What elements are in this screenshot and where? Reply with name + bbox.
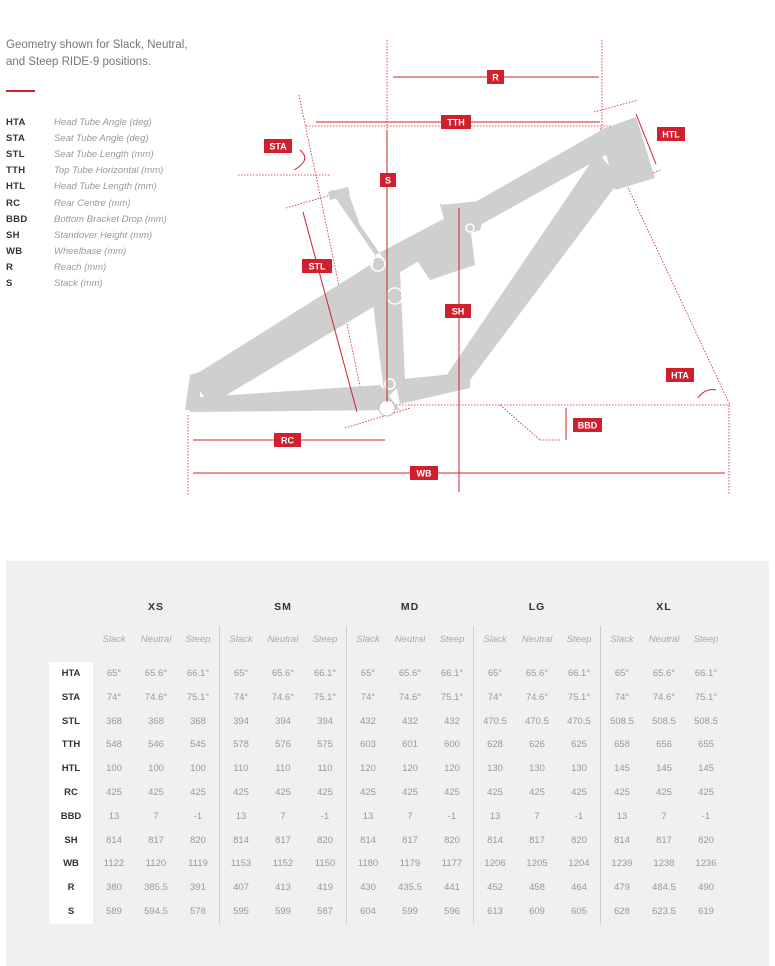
table-cell: 7 [153, 810, 159, 822]
legend-description: Head Tube Length (mm) [54, 181, 157, 193]
table-cell: 130 [487, 763, 503, 775]
legend-abbr: HTL [6, 181, 26, 193]
table-cell: 74.6° [525, 691, 549, 703]
position-header: Neutral [648, 634, 680, 645]
size-header: LG [528, 601, 546, 613]
bottom-bracket [379, 400, 395, 416]
table-cell: 613 [487, 906, 503, 917]
table-cell: 75.1° [440, 691, 464, 703]
table-cell: 605 [571, 906, 587, 917]
table-cell: 110 [233, 763, 249, 775]
position-header: Neutral [140, 634, 172, 645]
legend-abbr: RC [6, 197, 21, 209]
table-cell: -1 [701, 810, 711, 822]
table-cell: 484.5 [652, 882, 676, 894]
table-cell: 130 [529, 763, 545, 775]
table-cell: 425 [656, 787, 672, 798]
table-cell: 435.5 [398, 882, 422, 894]
label-bbd: BBD [577, 420, 598, 431]
table-cell: 599 [402, 906, 418, 917]
table-cell: 603 [360, 739, 376, 751]
label-hta: HTA [671, 370, 689, 381]
size-header: SM [274, 601, 292, 613]
row-label: STA [61, 691, 81, 703]
table-cell: 817 [275, 834, 291, 846]
table-cell: 425 [360, 787, 376, 798]
row-label: BBD [60, 810, 82, 822]
table-cell: 594.5 [144, 906, 168, 917]
position-header: Steep [312, 634, 338, 645]
table-cell: 625 [571, 739, 587, 751]
table-cell: 658 [614, 739, 630, 751]
table-cell: 814 [487, 834, 503, 846]
table-cell: -1 [574, 810, 584, 822]
legend-abbr: HTA [6, 116, 26, 128]
table-cell: 1238 [653, 858, 675, 870]
table-cell: 110 [275, 763, 291, 775]
label-rc: RC [281, 435, 294, 446]
table-cell: 820 [571, 834, 587, 846]
table-cell: -1 [447, 810, 457, 822]
table-cell: 508.5 [652, 715, 676, 727]
table-cell: 470.5 [483, 715, 507, 727]
table-cell: 65° [106, 668, 122, 679]
table-cell: 1206 [484, 858, 506, 870]
table-cell: 368 [148, 715, 164, 727]
table-cell: 1152 [272, 858, 294, 870]
table-cell: 814 [614, 834, 630, 846]
table-cell: 628 [487, 739, 503, 751]
table-cell: 100 [190, 763, 206, 775]
table-cell: 74° [487, 691, 503, 703]
table-cell: 110 [317, 763, 333, 775]
table-cell: 425 [614, 787, 630, 798]
table-cell: 66.1° [694, 668, 718, 679]
row-label: HTA [61, 668, 81, 679]
table-cell: 419 [317, 882, 333, 894]
table-cell: 599 [275, 906, 291, 917]
table-cell: 66.1° [440, 668, 464, 679]
table-cell: 7 [407, 810, 413, 822]
table-cell: 458 [529, 882, 545, 894]
legend-description: Reach (mm) [54, 262, 107, 274]
table-cell: 820 [698, 834, 714, 846]
table-cell: 619 [698, 906, 714, 917]
table-cell: 65.6° [525, 668, 549, 679]
table-cell: 575 [317, 739, 333, 751]
table-cell: 394 [317, 715, 333, 727]
table-cell: 425 [148, 787, 164, 798]
table-cell: 1180 [357, 858, 379, 870]
row-label: STL [62, 715, 80, 727]
table-cell: 413 [275, 882, 291, 894]
table-cell: 432 [402, 715, 418, 727]
legend-abbr: STA [6, 132, 26, 144]
table-cell: 391 [190, 882, 206, 894]
table-cell: 425 [402, 787, 418, 798]
table-cell: 75.1° [313, 691, 337, 703]
table-cell: 1236 [695, 858, 717, 870]
table-cell: 145 [656, 763, 672, 775]
table-cell: 820 [190, 834, 206, 846]
table-cell: 441 [444, 882, 460, 894]
table-cell: 1120 [145, 858, 167, 870]
table-cell: 545 [190, 739, 206, 751]
table-cell: 1122 [103, 858, 125, 870]
table-cell: 145 [614, 763, 630, 775]
table-cell: 7 [661, 810, 667, 822]
legend-abbr: TTH [6, 165, 26, 177]
table-cell: 425 [444, 787, 460, 798]
table-cell: 1177 [441, 858, 463, 870]
label-tth: TTH [447, 117, 465, 128]
table-cell: 65.6° [398, 668, 422, 679]
legend-abbr: R [6, 262, 14, 274]
position-header: Slack [102, 634, 126, 645]
table-cell: 452 [487, 882, 503, 894]
position-header: Steep [693, 634, 719, 645]
table-cell: 74.6° [398, 691, 422, 703]
table-cell: 1239 [611, 858, 633, 870]
table-cell: 464 [571, 882, 587, 894]
table-cell: 425 [571, 787, 587, 798]
position-header: Slack [229, 634, 253, 645]
legend-abbr: WB [6, 246, 23, 258]
table-cell: 425 [275, 787, 291, 798]
table-cell: 425 [529, 787, 545, 798]
label-sta: STA [269, 141, 287, 152]
row-label: WB [63, 858, 79, 870]
legend-abbr: BBD [6, 213, 28, 225]
table-cell: 13 [108, 810, 120, 822]
position-header: Neutral [521, 634, 553, 645]
table-cell: 425 [190, 787, 206, 798]
table-cell: 600 [444, 739, 460, 751]
row-label: SH [64, 834, 78, 846]
table-cell: 74° [614, 691, 630, 703]
table-cell: 120 [444, 763, 460, 775]
label-r: R [492, 72, 499, 83]
position-header: Neutral [394, 634, 426, 645]
table-cell: 385.5 [144, 882, 168, 894]
table-cell: 814 [360, 834, 376, 846]
table-cell: 65° [614, 668, 630, 679]
table-cell: 368 [190, 715, 206, 727]
table-cell: 13 [235, 810, 247, 822]
table-cell: 120 [360, 763, 376, 775]
legend-description: Head Tube Angle (deg) [54, 116, 152, 128]
table-cell: 425 [487, 787, 503, 798]
table-cell: 13 [362, 810, 374, 822]
legend-abbr: SH [6, 229, 20, 241]
table-cell: 7 [534, 810, 540, 822]
table-cell: 576 [275, 739, 291, 751]
table-cell: 1153 [230, 858, 252, 870]
table-cell: 74.6° [652, 691, 676, 703]
table-cell: 13 [616, 810, 628, 822]
label-wb: WB [416, 468, 432, 479]
table-cell: 587 [317, 906, 333, 917]
position-header: Slack [356, 634, 380, 645]
table-cell: 1205 [526, 858, 548, 870]
legend-description: Bottom Bracket Drop (mm) [54, 213, 167, 225]
legend-description: Top Tube Horizontal (mm) [54, 165, 164, 177]
table-cell: 479 [614, 882, 630, 894]
table-cell: 1179 [399, 858, 421, 870]
table-cell: 425 [317, 787, 333, 798]
table-cell: 65.6° [144, 668, 168, 679]
table-cell: 65° [360, 668, 376, 679]
table-cell: 74.6° [144, 691, 168, 703]
table-cell: 470.5 [525, 715, 549, 727]
table-cell: 490 [698, 882, 714, 894]
table-cell: 546 [148, 739, 164, 751]
row-label: S [67, 906, 75, 917]
table-cell: 425 [698, 787, 714, 798]
table-cell: 817 [656, 834, 672, 846]
table-cell: 394 [233, 715, 249, 727]
table-cell: 655 [698, 739, 714, 751]
table-cell: 817 [402, 834, 418, 846]
size-header: MD [400, 601, 420, 613]
size-header: XS [147, 601, 164, 613]
legend-abbr: STL [6, 148, 25, 160]
table-cell: 601 [402, 739, 418, 751]
table-cell: 13 [489, 810, 501, 822]
table-cell: 508.5 [694, 715, 718, 727]
table-cell: 814 [233, 834, 249, 846]
table-cell: 145 [698, 763, 714, 775]
table-cell: 74.6° [271, 691, 295, 703]
bike-frame-silhouette [185, 117, 655, 412]
table-cell: 578 [233, 739, 249, 751]
table-cell: 7 [280, 810, 286, 822]
table-cell: 380 [106, 882, 122, 894]
row-label: HTL [61, 763, 81, 775]
table-cell: 470.5 [567, 715, 591, 727]
table-cell: 74° [106, 691, 122, 703]
table-cell: 100 [148, 763, 164, 775]
table-cell: 100 [106, 763, 122, 775]
row-label: R [67, 882, 75, 894]
table-cell: 66.1° [186, 668, 210, 679]
geometry-table [6, 561, 769, 966]
position-header: Slack [483, 634, 507, 645]
table-cell: 548 [106, 739, 122, 751]
table-cell: 589 [106, 906, 122, 917]
table-cell: 609 [529, 906, 545, 917]
position-header: Steep [566, 634, 592, 645]
row-label: RC [64, 787, 78, 798]
position-header: Steep [439, 634, 465, 645]
table-cell: 75.1° [694, 691, 718, 703]
table-cell: 814 [106, 834, 122, 846]
legend-description: Wheelbase (mm) [54, 246, 127, 258]
table-cell: 432 [444, 715, 460, 727]
table-cell: 368 [106, 715, 122, 727]
table-cell: 75.1° [186, 691, 210, 703]
table-cell: 1204 [568, 858, 590, 870]
legend-abbr: S [6, 278, 13, 290]
table-cell: 595 [233, 906, 249, 917]
legend-description: Seat Tube Length (mm) [54, 148, 154, 160]
table-cell: 1150 [314, 858, 336, 870]
table-cell: 820 [444, 834, 460, 846]
table-cell: 65.6° [652, 668, 676, 679]
table-cell: 65.6° [271, 668, 295, 679]
table-cell: 65° [233, 668, 249, 679]
row-label-column [49, 662, 93, 924]
table-cell: 74° [360, 691, 376, 703]
label-stl: STL [308, 261, 326, 272]
table-cell: 425 [106, 787, 122, 798]
label-s: S [384, 175, 392, 186]
legend-description: Standover Height (mm) [54, 229, 153, 241]
table-cell: 626 [529, 739, 545, 751]
legend-description: Stack (mm) [54, 278, 103, 290]
table-cell: 407 [233, 882, 249, 894]
table-cell: 656 [656, 739, 672, 751]
size-header: XL [656, 601, 672, 613]
table-cell: 425 [233, 787, 249, 798]
table-cell: 120 [402, 763, 418, 775]
position-header: Slack [610, 634, 634, 645]
table-cell: 65° [487, 668, 503, 679]
table-cell: 66.1° [313, 668, 337, 679]
legend-description: Rear Centre (mm) [54, 197, 131, 209]
legend-description: Seat Tube Angle (deg) [54, 132, 149, 144]
table-cell: 74° [233, 691, 249, 703]
table-cell: 130 [571, 763, 587, 775]
table-cell: 623.5 [652, 906, 676, 917]
table-cell: 1119 [188, 858, 208, 870]
position-header: Steep [185, 634, 211, 645]
table-cell: 75.1° [567, 691, 591, 703]
table-cell: 394 [275, 715, 291, 727]
table-cell: 596 [444, 906, 460, 917]
table-cell: 628 [614, 906, 630, 917]
table-cell: 820 [317, 834, 333, 846]
label-htl: HTL [662, 129, 680, 140]
table-cell: 604 [360, 906, 376, 917]
table-cell: 432 [360, 715, 376, 727]
table-cell: -1 [320, 810, 330, 822]
intro-text: Geometry shown for Slack, Neutral, and Steep RIDE-9 positions. [6, 39, 188, 68]
position-header: Neutral [267, 634, 299, 645]
table-cell: 817 [148, 834, 164, 846]
table-cell: -1 [193, 810, 203, 822]
table-cell: 430 [360, 882, 376, 894]
table-cell: 66.1° [567, 668, 591, 679]
row-label: TTH [61, 739, 81, 751]
table-cell: 817 [529, 834, 545, 846]
table-cell: 578 [190, 906, 206, 917]
table-cell: 508.5 [610, 715, 634, 727]
label-sh: SH [451, 306, 465, 317]
